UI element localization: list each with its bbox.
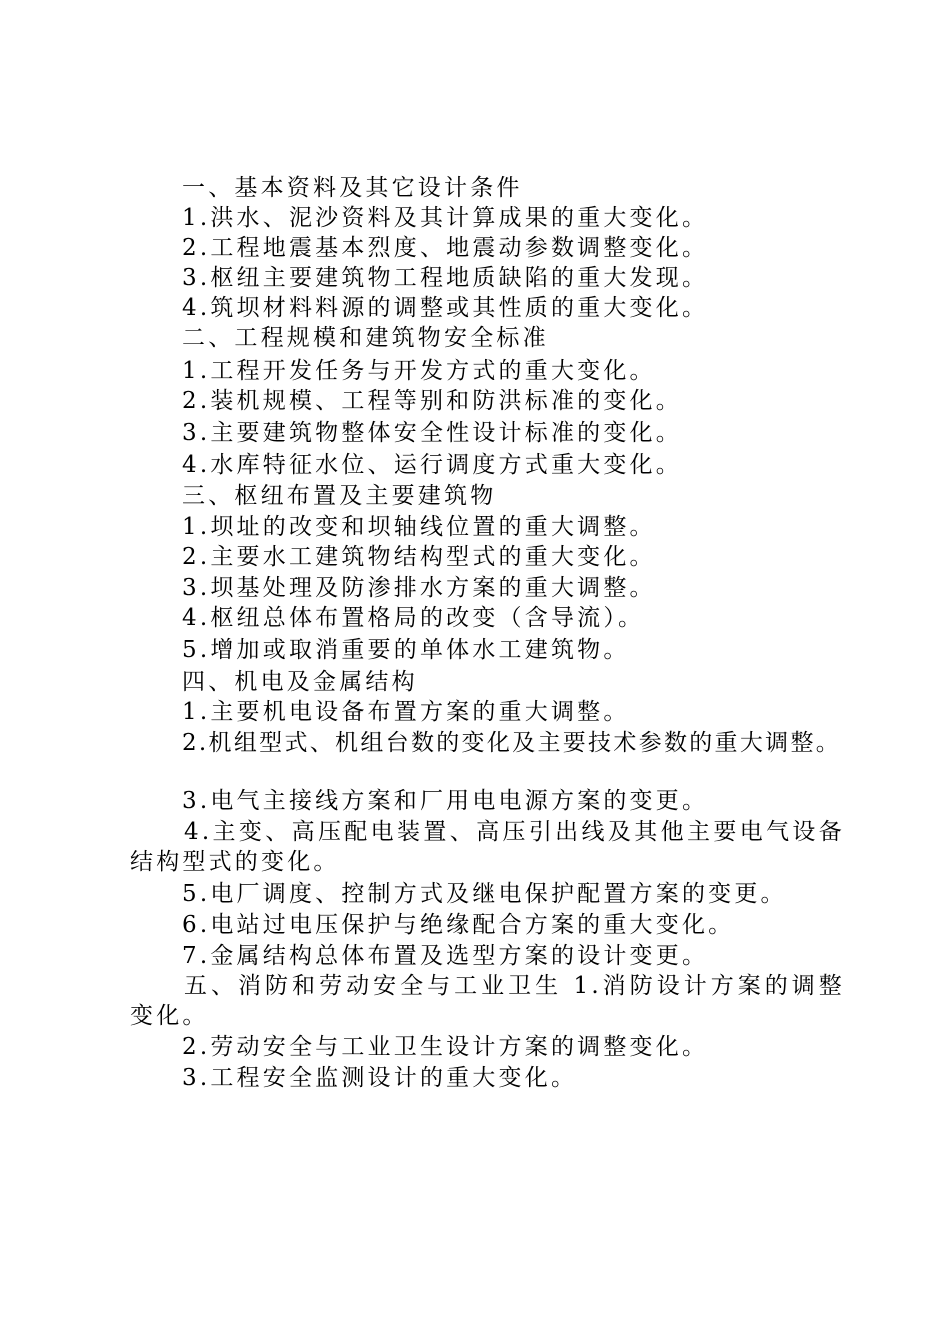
section-heading-5: 五、消防和劳动安全与工业卫生 1.消防设计方案的调整变化。	[130, 973, 845, 1029]
list-item: 5.电厂调度、控制方式及继电保护配置方案的变更。	[182, 881, 787, 907]
list-item: 3.坝基处理及防渗排水方案的重大调整。	[182, 575, 656, 601]
list-item: 3.电气主接线方案和厂用电电源方案的变更。	[182, 788, 709, 814]
section-heading-3: 三、枢纽布置及主要建筑物	[182, 483, 497, 509]
list-item: 4.筑坝材料料源的调整或其性质的重大变化。	[182, 295, 709, 321]
section-heading-1: 一、基本资料及其它设计条件	[182, 175, 523, 201]
list-item: 2.劳动安全与工业卫生设计方案的调整变化。	[182, 1034, 709, 1060]
list-item: 4.水库特征水位、运行调度方式重大变化。	[182, 452, 682, 478]
list-item: 4.主变、高压配电装置、高压引出线及其他主要电气设备结构型式的变化。	[130, 819, 845, 875]
list-item: 4.枢纽总体布置格局的改变（含导流）。	[182, 605, 645, 631]
list-item: 2.机组型式、机组台数的变化及主要技术参数的重大调整。	[182, 730, 842, 756]
list-item: 3.工程安全监测设计的重大变化。	[182, 1065, 578, 1091]
list-item: 7.金属结构总体布置及选型方案的设计变更。	[182, 943, 709, 969]
list-item: 2.主要水工建筑物结构型式的重大变化。	[182, 544, 656, 570]
list-item: 6.电站过电压保护与绝缘配合方案的重大变化。	[182, 912, 735, 938]
list-item: 1.工程开发任务与开发方式的重大变化。	[182, 358, 656, 384]
list-item: 2.工程地震基本烈度、地震动参数调整变化。	[182, 235, 709, 261]
list-item: 1.坝址的改变和坝轴线位置的重大调整。	[182, 514, 656, 540]
section-heading-4: 四、机电及金属结构	[182, 669, 418, 695]
list-item: 1.主要机电设备布置方案的重大调整。	[182, 699, 630, 725]
list-item: 3.主要建筑物整体安全性设计标准的变化。	[182, 420, 682, 446]
list-item: 1.洪水、泥沙资料及其计算成果的重大变化。	[182, 205, 709, 231]
list-item: 5.增加或取消重要的单体水工建筑物。	[182, 637, 630, 663]
section-heading-2: 二、工程规模和建筑物安全标准	[182, 325, 549, 351]
list-item: 3.枢纽主要建筑物工程地质缺陷的重大发现。	[182, 265, 709, 291]
list-item: 2.装机规模、工程等别和防洪标准的变化。	[182, 388, 682, 414]
